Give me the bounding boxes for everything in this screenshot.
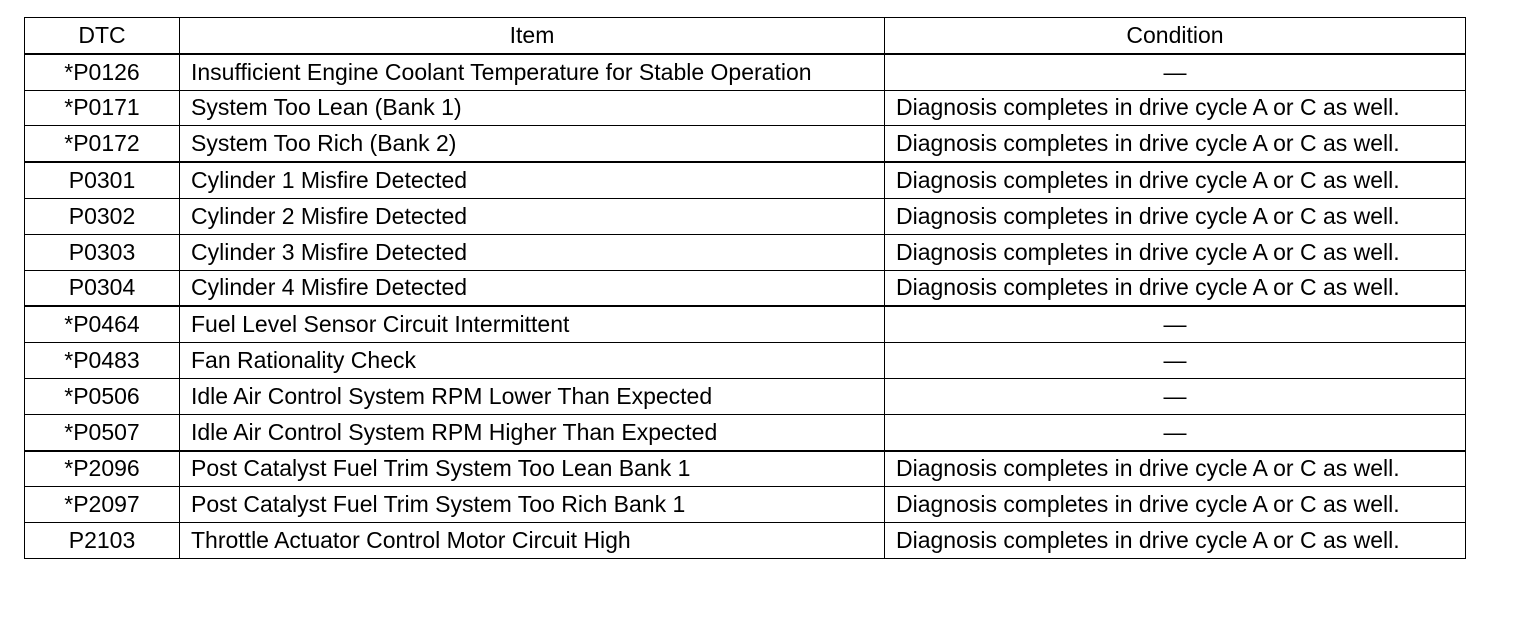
dtc-condition: Diagnosis completes in drive cycle A or C as well.: [885, 162, 1466, 198]
table-row: [25, 126, 1466, 162]
table-row: [25, 343, 1466, 379]
dtc-code: *P0507: [25, 414, 180, 450]
header-row: [25, 18, 1466, 54]
table-row: [25, 451, 1466, 487]
dtc-code: *P2097: [25, 487, 180, 523]
dtc-code: *P0483: [25, 343, 180, 379]
dtc-condition: —: [885, 306, 1466, 342]
table-row: [25, 270, 1466, 306]
dtc-code: *P0171: [25, 90, 180, 126]
table-row: [25, 198, 1466, 234]
dtc-condition: Diagnosis completes in drive cycle A or C as well.: [885, 198, 1466, 234]
dtc-code: *P0126: [25, 54, 180, 90]
dtc-item: Cylinder 4 Misfire Detected: [180, 270, 885, 306]
dtc-condition: —: [885, 54, 1466, 90]
dtc-item: Insufficient Engine Coolant Temperature for Stable Operation: [180, 54, 885, 90]
dtc-code: P0302: [25, 198, 180, 234]
dtc-table: [24, 17, 1466, 559]
dtc-item: Throttle Actuator Control Motor Circuit High: [180, 523, 885, 559]
dtc-condition: Diagnosis completes in drive cycle A or C as well.: [885, 487, 1466, 523]
dtc-code: *P0172: [25, 126, 180, 162]
table-row: [25, 523, 1466, 559]
dtc-condition: —: [885, 414, 1466, 450]
dtc-item: Fan Rationality Check: [180, 343, 885, 379]
header-item: Item: [180, 18, 885, 54]
table-row: [25, 414, 1466, 450]
dtc-item: Cylinder 1 Misfire Detected: [180, 162, 885, 198]
dtc-condition: Diagnosis completes in drive cycle A or C as well.: [885, 523, 1466, 559]
table-row: [25, 487, 1466, 523]
table-row: [25, 234, 1466, 270]
dtc-code: P0303: [25, 234, 180, 270]
dtc-code: *P0464: [25, 306, 180, 342]
dtc-code: *P0506: [25, 378, 180, 414]
dtc-item: Cylinder 2 Misfire Detected: [180, 198, 885, 234]
dtc-item: System Too Rich (Bank 2): [180, 126, 885, 162]
dtc-condition: Diagnosis completes in drive cycle A or C as well.: [885, 451, 1466, 487]
dtc-item: Post Catalyst Fuel Trim System Too Rich Bank 1: [180, 487, 885, 523]
dtc-item: Fuel Level Sensor Circuit Intermittent: [180, 306, 885, 342]
table-row: [25, 306, 1466, 342]
table-row: [25, 378, 1466, 414]
dtc-item: Cylinder 3 Misfire Detected: [180, 234, 885, 270]
table-row: [25, 54, 1466, 90]
dtc-code: P0304: [25, 270, 180, 306]
table-row: [25, 90, 1466, 126]
dtc-code: P2103: [25, 523, 180, 559]
table-row: [25, 162, 1466, 198]
dtc-condition: —: [885, 378, 1466, 414]
dtc-condition: Diagnosis completes in drive cycle A or C as well.: [885, 234, 1466, 270]
table-header: [25, 18, 1466, 54]
dtc-item: Idle Air Control System RPM Higher Than Expected: [180, 414, 885, 450]
dtc-condition: Diagnosis completes in drive cycle A or C as well.: [885, 126, 1466, 162]
dtc-code: P0301: [25, 162, 180, 198]
dtc-condition: —: [885, 343, 1466, 379]
dtc-item: System Too Lean (Bank 1): [180, 90, 885, 126]
table-body: [25, 54, 1466, 559]
dtc-item: Idle Air Control System RPM Lower Than Expected: [180, 378, 885, 414]
header-dtc: DTC: [25, 18, 180, 54]
header-condition: Condition: [885, 18, 1466, 54]
dtc-condition: Diagnosis completes in drive cycle A or C as well.: [885, 270, 1466, 306]
dtc-code: *P2096: [25, 451, 180, 487]
dtc-item: Post Catalyst Fuel Trim System Too Lean Bank 1: [180, 451, 885, 487]
dtc-condition: Diagnosis completes in drive cycle A or C as well.: [885, 90, 1466, 126]
